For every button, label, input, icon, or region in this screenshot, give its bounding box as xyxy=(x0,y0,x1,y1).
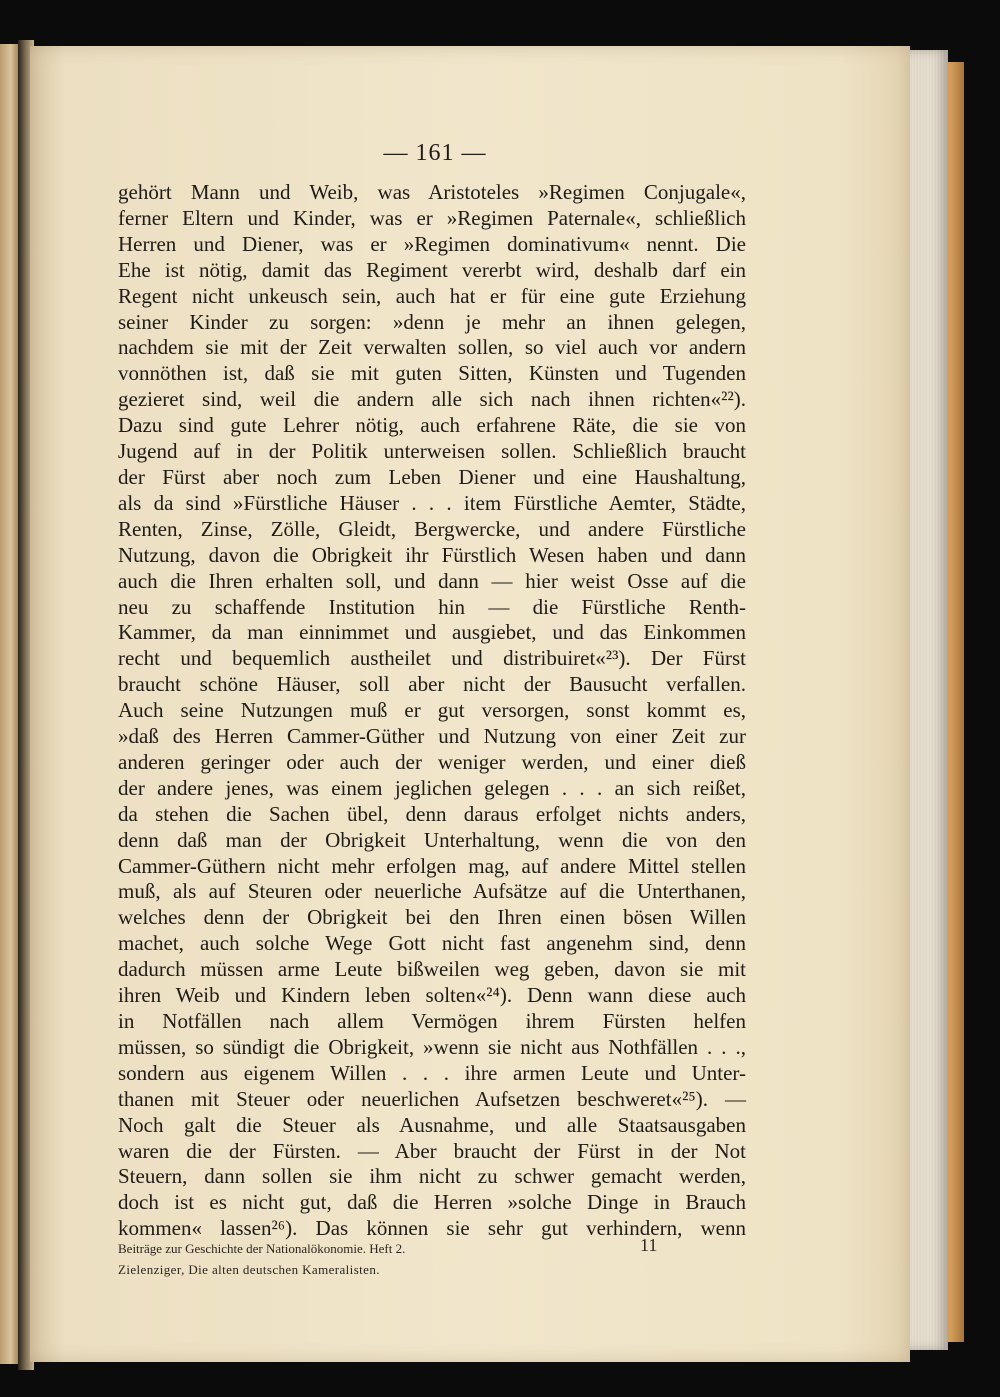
text-line: Renten, Zinse, Zölle, Gleidt, Bergwercke, und andere Fürstliche xyxy=(118,516,746,541)
text-line: seiner Kinder zu sorgen: »denn je mehr an ihnen gelegen, xyxy=(118,309,746,334)
text-line: neu zu schaffende Institution hin — die Fürstliche Renth- xyxy=(118,594,746,619)
text-line: der andere jenes, was einem jeglichen gelegen . . . an sich reißet, xyxy=(118,775,746,800)
text-line: sondern aus eigenem Willen . . . ihre armen Leute und Unter- xyxy=(118,1060,746,1085)
text-line: Ehe ist nötig, damit das Regiment vererbt wird, deshalb darf ein xyxy=(118,257,746,282)
text-line: müssen, so sündigt die Obrigkeit, »wenn sie nicht aus Nothfällen . . ., xyxy=(118,1034,746,1059)
text-line: nachdem sie mit der Zeit verwalten sollen, so viel auch vor andern xyxy=(118,335,746,360)
text-line: ferner Eltern und Kinder, was er »Regimen Paternale«, schließlich xyxy=(118,205,746,230)
text-line: gezieret sind, weil die andern alle sich nach ihnen richten«²²). xyxy=(118,387,746,412)
text-line: Nutzung, davon die Obrigkeit ihr Fürstlich Wesen haben und dann xyxy=(118,542,746,567)
text-line: Regent nicht unkeusch sein, auch hat er für eine gute Erziehung xyxy=(118,283,746,308)
text-line: Jugend auf in der Politik unterweisen sollen. Schließlich braucht xyxy=(118,439,746,464)
footer-author-title: Zielenziger, Die alten deutschen Kameralisten. xyxy=(118,1262,380,1277)
text-line: muß, als auf Steuren oder neuerliche Aufsätze auf die Unterthanen, xyxy=(118,879,746,904)
text-line: kommen« lassen²⁶). Das können sie sehr gut verhindern, wenn xyxy=(118,1216,746,1241)
text-line: recht und bequemlich austheilet und distribuiret«²³). Der Fürst xyxy=(118,646,746,671)
text-line: doch ist es nicht gut, daß die Herren »solche Dinge in Brauch xyxy=(118,1190,746,1215)
text-line: Kammer, da man einnimmet und ausgiebet, und das Einkommen xyxy=(118,620,746,645)
text-line: denn daß man der Obrigkeit Unterhaltung, wenn die von den xyxy=(118,827,746,852)
text-line: braucht schöne Häuser, soll aber nicht der Bausucht verfallen. xyxy=(118,672,746,697)
body-text xyxy=(118,180,746,1242)
text-line: dadurch müssen arme Leute bißweilen weg geben, davon sie mit xyxy=(118,957,746,982)
text-line: Dazu sind gute Lehrer nötig, auch erfahrene Räte, die sie von xyxy=(118,413,746,438)
text-line: Auch seine Nutzungen muß er gut versorgen, sonst kommt es, xyxy=(118,698,746,723)
text-line: welches denn der Obrigkeit bei den Ihren einen bösen Willen xyxy=(118,905,746,930)
text-line: auch die Ihren erhalten soll, und dann — hier weist Osse auf die xyxy=(118,568,746,593)
text-line: Steuern, dann sollen sie ihm nicht zu schwer gemacht werden, xyxy=(118,1164,746,1189)
left-page-edge xyxy=(0,44,18,1364)
text-line: ihren Weib und Kindern leben solten«²⁴). Denn wann diese auch xyxy=(118,983,746,1008)
text-line: anderen geringer oder auch der weniger werden, und einer dieß xyxy=(118,749,746,774)
text-line: thanen mit Steuer oder neuerlichen Aufsetzen beschweret«²⁵). — xyxy=(118,1086,746,1111)
text-line: machet, auch solche Wege Gott nicht fast angenehm sind, denn xyxy=(118,931,746,956)
text-line: der Fürst aber noch zum Leben Diener und eine Haushaltung, xyxy=(118,464,746,489)
text-line: gehört Mann und Weib, was Aristoteles »Regimen Conjugale«, xyxy=(118,180,746,204)
footer-series: Beiträge zur Geschichte der Nationalökonomie. Heft 2. xyxy=(118,1241,406,1256)
text-line: Herren und Diener, was er »Regimen dominativum« nennt. Die xyxy=(118,231,746,256)
text-line: vonnöthen ist, daß sie mit guten Sitten, Künsten und Tugenden xyxy=(118,361,746,386)
signature-mark: 11 xyxy=(640,1235,658,1255)
text-line: als da sind »Fürstliche Häuser . . . item Fürstliche Aemter, Städte, xyxy=(118,490,746,515)
text-line: Noch galt die Steuer als Ausnahme, und alle Staatsausgaben xyxy=(118,1112,746,1137)
text-line: »daß des Herren Cammer-Güther und Nutzung von einer Zeit zur xyxy=(118,724,746,749)
text-line: in Notfällen nach allem Vermögen ihrem Fürsten helfen xyxy=(118,1009,746,1033)
text-line: Cammer-Güthern nicht mehr erfolgen mag, auf andere Mittel stellen xyxy=(118,853,746,878)
text-line: da stehen die Sachen übel, denn daraus erfolget nichts anders, xyxy=(118,801,746,826)
page-number: — 161 — xyxy=(383,140,487,166)
text-line: waren die der Fürsten. — Aber braucht der Fürst in der Not xyxy=(118,1138,746,1163)
